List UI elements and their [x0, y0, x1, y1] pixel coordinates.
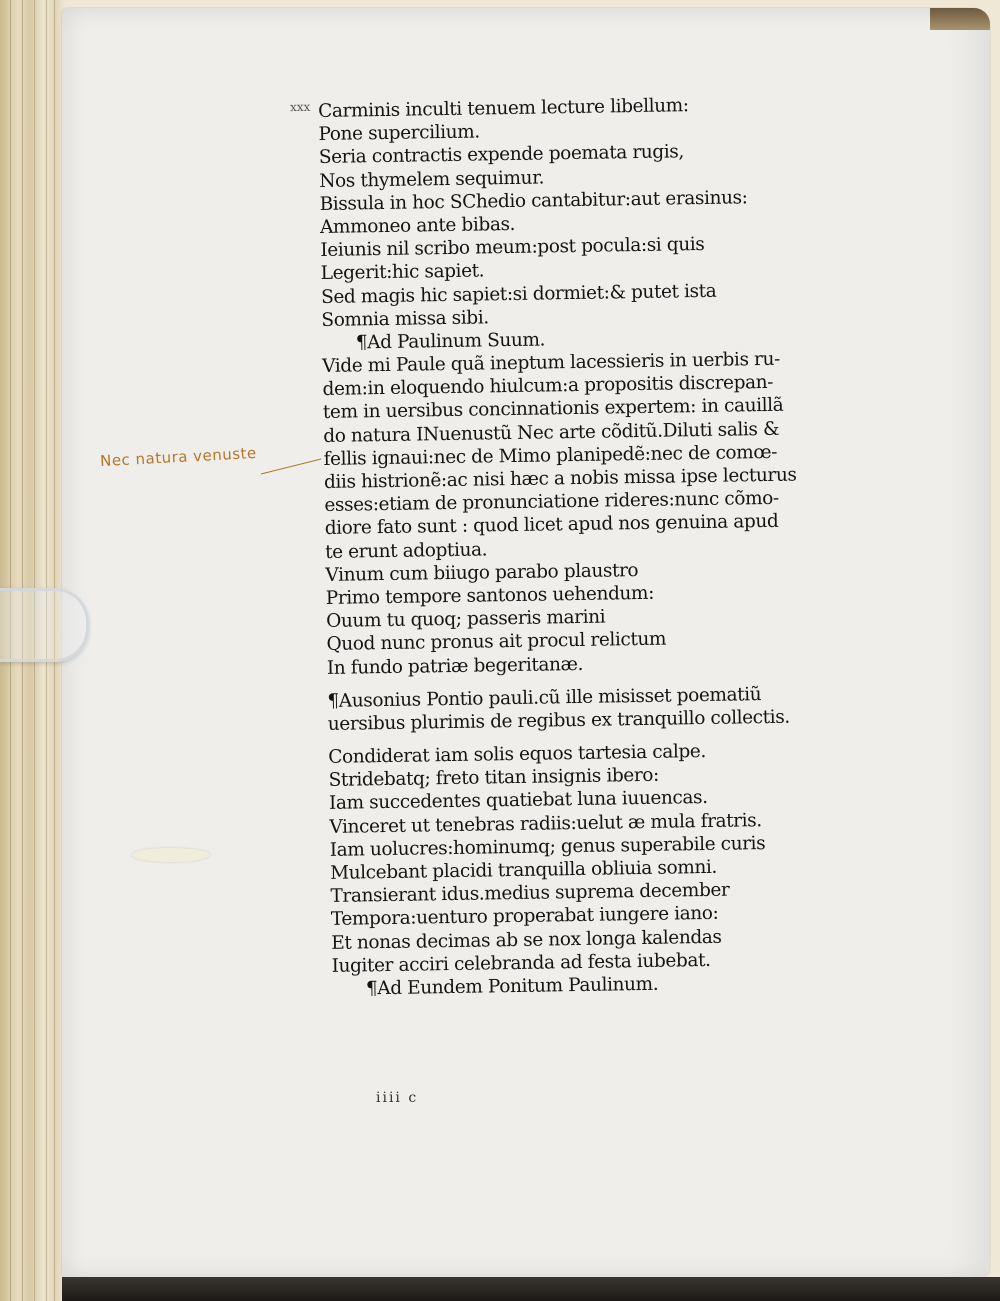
folio-mark: xxx — [289, 99, 311, 115]
text-line: Ammoneo ante bibas. — [319, 213, 516, 238]
printed-text-block — [318, 92, 837, 1001]
section-heading: ¶Ad Paulinum Suum. — [355, 329, 546, 354]
signature-mark: iiii c — [376, 1090, 419, 1106]
text-line: Ieiunis nil scribo meum:post pocula:si quis — [320, 234, 705, 262]
text-line: Primo tempore santonos uehendum: — [325, 582, 655, 609]
text-line: fellis ignaui:nec de Mimo planipedẽ:nec de comœ- — [323, 441, 778, 470]
text-line: Vinum cum biiugo parabo plaustro — [325, 559, 639, 586]
text-line: uersibus plurimis de regibus ex tranquillo collectis. — [327, 706, 790, 735]
text-line: Sed magis hic sapiet:si dormiet:& putet ista — [320, 280, 717, 308]
paper-stain — [132, 848, 210, 862]
text-line: diis histrionẽ:ac nisi hæc a nobis missa ipse lecturus — [323, 464, 797, 493]
bottom-background — [62, 1277, 1000, 1301]
text-line: diore fato sunt : quod licet apud nos genuina apud — [324, 511, 779, 540]
text-line: do natura INuenustũ Nec arte cõditũ.Diluti salis & — [323, 418, 780, 447]
text-line: Pone supercilium. — [318, 121, 480, 146]
text-line: Transierant idus.medius suprema december — [330, 879, 730, 908]
text-line: te erunt adoptiua. — [324, 538, 488, 563]
text-line: ¶Ausonius Pontio pauli.cũ ille misisset poematiũ — [327, 683, 762, 712]
text-line: Stridebatq; freto titan insignis ibero: — [328, 764, 660, 792]
text-line: Et nonas decimas ab se nox longa kalendas — [331, 926, 722, 954]
text-line: Vide mi Paule quã ineptum lacessieris in uerbis ru- — [322, 348, 781, 378]
text-line: Iugiter acciri celebranda ad festa iubebat. — [331, 949, 711, 977]
text-line: dem:in eloquendo hiulcum:a propositis discrepan- — [322, 372, 774, 401]
text-line: Vinceret ut tenebras radiis:uelut æ mula fratris. — [329, 809, 762, 838]
text-line: Iam uolucres:hominumq; genus superabile curis — [329, 832, 766, 861]
text-line: Condiderat iam solis equos tartesia calpe. — [328, 741, 707, 768]
text-line: In fundo patriæ begeritanæ. — [326, 653, 584, 679]
section-heading: ¶Ad Eundem Ponitum Paulinum. — [365, 973, 659, 1000]
page-corner-shadow — [930, 8, 990, 30]
text-line: Carminis inculti tenuem lecture libellum: — [318, 95, 689, 122]
text-line: Ouum tu quoq; passeris marini — [326, 606, 606, 633]
page-clip — [0, 588, 89, 662]
text-line: Mulcebant placidi tranquilla obliuia somni. — [329, 856, 718, 884]
text-line: esses:etiam de pronunciatione rideres:nunc cõmo- — [324, 488, 779, 517]
text-line: Seria contractis expende poemata rugis, — [318, 141, 685, 169]
handwritten-marginal-note: Nec natura venuste — [99, 443, 258, 471]
text-line: Legerit:hic sapiet. — [320, 260, 485, 285]
text-line: Tempora:uenturo properabat iungere iano: — [330, 903, 719, 931]
text-line: Nos thymelem sequimur. — [319, 167, 545, 192]
text-line: Somnia missa sibi. — [321, 307, 489, 331]
text-line: tem in uersibus concinnationis expertem: in cauillã — [322, 395, 784, 424]
text-line: Iam succedentes quatiebat luna iuuencas. — [328, 787, 708, 815]
text-line: Bissula in hoc SChedio cantabitur:aut erasinus: — [319, 187, 748, 215]
text-line: Quod nunc pronus ait procul relictum — [326, 628, 667, 656]
